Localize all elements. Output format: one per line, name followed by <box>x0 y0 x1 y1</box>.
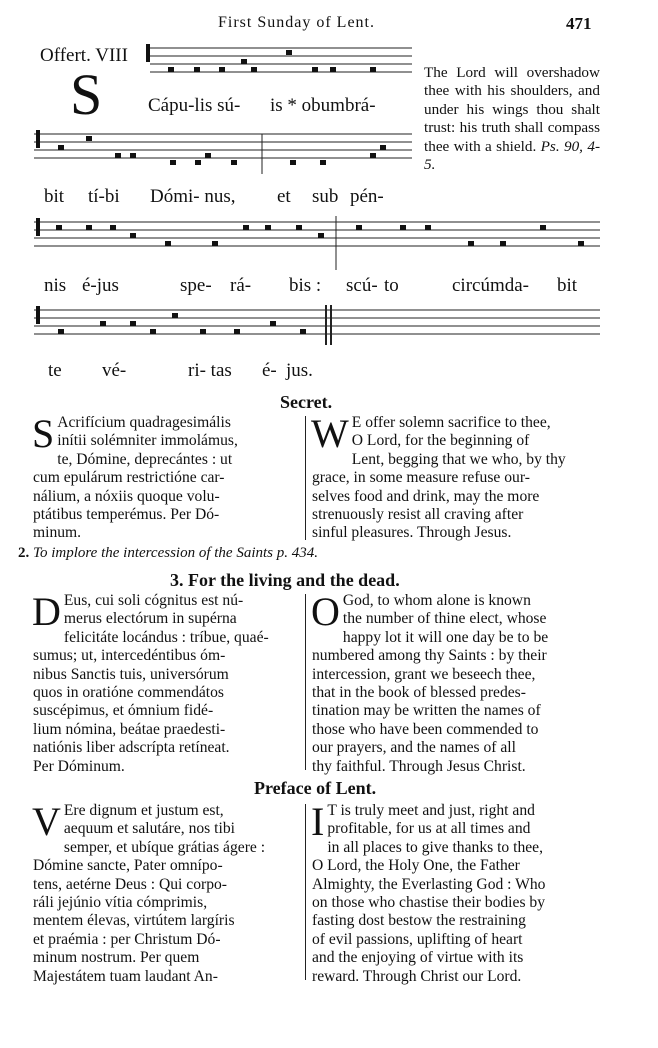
text-line: O Lord, the Holy One, the Father <box>312 857 520 875</box>
text-line: nibus Sanctis tuis, universórum <box>33 665 229 683</box>
text-line: that in the book of blessed predes- <box>312 683 526 701</box>
text-line: sinful pleasures. Through Jesus. <box>312 524 512 542</box>
text-line: on those who chastise their bodies by <box>312 893 546 911</box>
lyric: bis : <box>289 275 322 296</box>
translation-reference: Ps. 90, 4-5. <box>424 137 600 174</box>
lyric: vé- <box>102 360 127 381</box>
rubric <box>18 545 318 562</box>
column-divider <box>305 594 306 770</box>
lyric: pén- <box>350 186 384 207</box>
text-line: profitable, for us at all times and <box>327 820 531 838</box>
text-line: fasting dost bestow the restraining <box>312 912 526 930</box>
text-line: Dómine sancte, Pater omnípo- <box>33 857 223 875</box>
text-line: Lent, begging that we who, by thy <box>351 450 566 468</box>
secret-english-initial: W <box>311 411 349 456</box>
preface-english-initial: I <box>311 799 325 844</box>
text-line: semper, et ubíque grátias ágere : <box>63 838 266 856</box>
rubric-text: To implore the intercession of the Saints <box>33 545 273 561</box>
text-line: happy lot it will one day be to be <box>342 628 549 646</box>
lyric: spe- <box>180 275 212 296</box>
lyric: circúmda- <box>452 275 530 296</box>
prayer3-latin <box>32 589 299 776</box>
text-line: nálium, a nóxiis quoque volu- <box>33 487 220 505</box>
prayer3-english <box>311 589 600 776</box>
text-line: Majestátem tuam laudant An- <box>33 967 218 985</box>
text-line: Per Dóminum. <box>33 757 125 775</box>
text-line: ptátibus temperémus. Per Dó- <box>33 505 220 523</box>
text-line: T is truly meet and just, right and <box>327 802 535 819</box>
text-line: O Lord, for the beginning of <box>351 432 530 450</box>
prayer3-heading: 3. For the living and the dead. <box>170 570 400 590</box>
preface-heading: Preface of Lent. <box>254 778 377 798</box>
lyric: bit <box>44 186 65 207</box>
lyric: nis <box>44 275 67 296</box>
column-divider <box>305 416 306 540</box>
preface-english <box>311 799 600 986</box>
running-head-title: First Sunday of Lent. <box>218 14 375 31</box>
lyric: é- <box>262 360 277 381</box>
lyric: rá- <box>230 275 252 296</box>
text-line: et praémia : per Christum Dó- <box>33 930 221 948</box>
text-line: in all places to give thanks to thee, <box>327 838 543 856</box>
text-line: felicitáte locándus : tríbue, quaé- <box>63 628 269 646</box>
lyric: scú- <box>346 275 378 296</box>
lyric: bit <box>557 275 578 296</box>
offertory-initial: S <box>70 62 103 127</box>
text-line: selves food and drink, may the more <box>312 487 540 505</box>
secret-latin <box>32 411 299 543</box>
text-line: natiónis liber adscrípta retíneat. <box>33 739 230 757</box>
offertory-label: Offert. VIII <box>40 45 128 66</box>
lyric: et <box>277 186 291 207</box>
text-line: and the enjoying of virtue with its <box>312 949 524 967</box>
text-line: te, Dómine, deprecántes : ut <box>57 450 233 468</box>
lyric: jus. <box>286 360 313 381</box>
preface-latin-initial: V <box>32 799 61 844</box>
secret-latin-initial: S <box>32 411 55 456</box>
text-line: E offer solemn sacrifice to thee, <box>351 414 551 431</box>
offertory-translation <box>424 64 600 174</box>
text-line: grace, in some measure refuse our- <box>312 469 530 487</box>
lyric: is * obumbrá- <box>270 95 376 116</box>
text-line: cum epulárum restrictióne car- <box>33 469 225 487</box>
page-number: 471 <box>566 14 592 33</box>
secret-english <box>311 411 600 543</box>
text-line: reward. Through Christ our Lord. <box>312 967 522 985</box>
text-line: those who have been commended to <box>312 720 539 738</box>
text-line: strenuously resist all craving after <box>312 505 524 523</box>
text-line: aequum et salutáre, nos tibi <box>63 820 235 838</box>
secret-heading: Secret. <box>280 392 333 412</box>
lyric: Dómi- nus, <box>150 186 236 207</box>
translation-text: The Lord will overshadow thee with his shoulders, and under his wings thou shalt trust: his truth shall compass thee with a shield. <box>424 64 600 155</box>
text-line: mentem élevas, virtútem largíris <box>33 912 235 930</box>
text-line: our prayers, and the names of all <box>312 739 516 757</box>
text-line: numbered among thy Saints : by their <box>312 647 547 665</box>
text-line: minum. <box>33 524 82 542</box>
text-line: of evil passions, uplifting of heart <box>312 930 523 948</box>
lyric: Cápu-lis sú- <box>148 95 241 116</box>
text-line: inítii solémniter immolámus, <box>57 432 238 450</box>
rubric-ref: p. 434. <box>276 545 318 561</box>
text-line: merus electórum in supérna <box>63 610 237 628</box>
lyric: te <box>48 360 62 381</box>
lyric: é-jus <box>82 275 119 296</box>
text-line: God, to whom alone is known <box>342 592 531 609</box>
staff-3 <box>34 216 600 270</box>
rubric-number: 2. <box>18 545 30 561</box>
text-line: Ere dignum et justum est, <box>63 802 224 819</box>
text-line: tination may be written the names of <box>312 702 541 720</box>
lyric: tí-bi <box>88 186 120 207</box>
text-line: lium nómina, beátae praedesti- <box>33 720 226 738</box>
text-line: sumus; ut, intercedéntibus óm- <box>33 647 226 665</box>
staff-4 <box>34 305 600 345</box>
text-line: ráli jejúnio vítia cómprimis, <box>33 893 208 911</box>
text-line: quos in oratióne commendátos <box>33 683 224 701</box>
text-line: Acrifícium quadragesimális <box>57 414 231 431</box>
text-line: suscépimus, et ómnium fidé- <box>33 702 214 720</box>
text-line: the number of thine elect, whose <box>342 610 547 628</box>
text-line: intercession, grant we beseech thee, <box>312 665 536 683</box>
preface-latin <box>32 799 299 986</box>
text-line: thy faithful. Through Jesus Christ. <box>312 757 526 775</box>
lyric: ri- tas <box>188 360 232 381</box>
prayer3-english-initial: O <box>311 589 340 634</box>
text-line: Eus, cui soli cógnitus est nú- <box>63 592 244 609</box>
lyric: sub <box>312 186 339 207</box>
prayer3-latin-initial: D <box>32 589 61 634</box>
column-divider <box>305 804 306 980</box>
text-line: Almighty, the Everlasting God : Who <box>312 875 546 893</box>
lyric: to <box>384 275 399 296</box>
text-line: tens, aetérne Deus : Qui corpo- <box>33 875 227 893</box>
text-line: minum nostrum. Per quem <box>33 949 200 967</box>
